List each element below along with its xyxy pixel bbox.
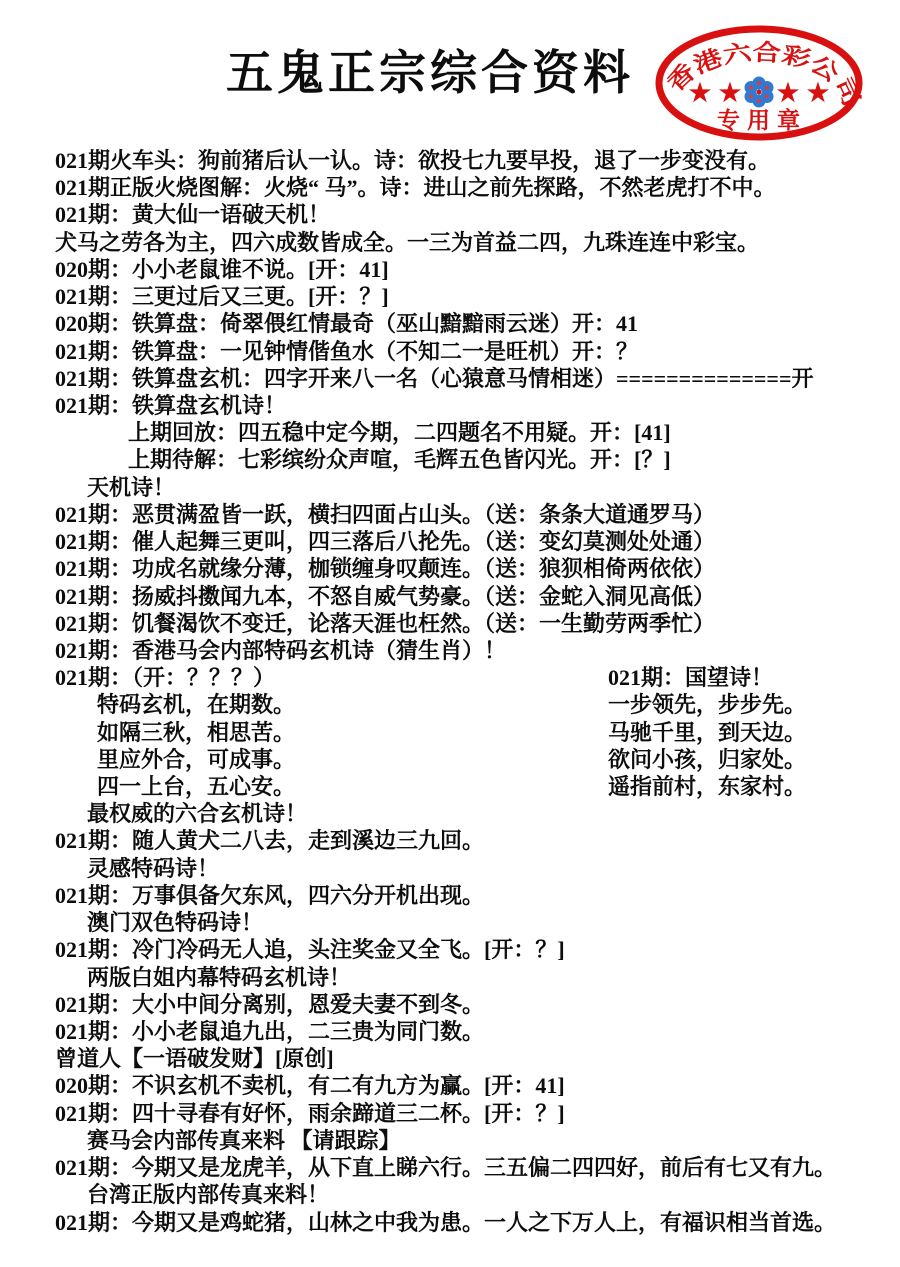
line-text: 020期：铁算盘：倚翠偎红情最奇（巫山黯黯雨云迷）开：41 [55,311,639,337]
text-line [55,936,900,963]
line-text: 021期：扬威抖擞闻九本，不怒自威气势豪。（送：金蛇入洞见高低） [55,583,716,609]
text-line [55,1209,900,1236]
text-line [55,909,900,936]
line-text: 四一上台，五心安。 [97,774,296,800]
text-line [55,1072,900,1099]
text-line [55,283,900,310]
text-line [55,338,900,365]
right-column-text: 一步领先，步步先。 [608,692,807,718]
text-line [55,1154,900,1181]
line-text: 021期火车头：狗前猪后认一认。诗：欲投七九要早投，退了一步变没有。 [55,148,771,173]
line-text: 021期：随人黄犬二八去，走到溪边三九回。 [55,828,485,854]
page-title: 五鬼正宗综合资料 [226,48,634,100]
line-text: 最权威的六合玄机诗！ [87,801,308,827]
right-column-text: 遥指前村，东家村。 [608,774,807,800]
line-text: 021期：香港马会内部特码玄机诗（猜生肖）！ [55,637,507,663]
line-text: 021期：铁算盘玄机诗！ [55,392,287,418]
line-text: 上期待解：七彩缤纷众声喧，毛辉五色皆闪光。开：[？] [128,447,671,473]
line-text: 021期：铁算盘玄机：四字开来八一名（心猿意马情相迷）==============开 [55,365,814,391]
text-line [55,964,900,991]
line-text: 021期：功成名就缘分薄，枷锁缠身叹颠连。（送：狼狈相倚两依依） [55,556,716,582]
line-text: 曾道人【一语破发财】[原创] [55,1046,334,1072]
text-line [55,1045,900,1072]
line-text: 里应外合，可成事。 [97,746,296,772]
text-line [55,229,900,256]
line-text: 021期：（开：？？？） [55,665,276,691]
text-line [55,991,900,1018]
line-text: 021期：铁算盘：一见钟情偕鱼水（不知二一是旺机）开：？ [55,338,639,364]
line-text: 021期：冷门冷码无人追，头注奖金又全飞。[开：？] [55,937,565,963]
line-text: 上期回放：四五稳中定今期，二四题名不用疑。开：[41] [128,420,671,446]
star-icon: ★ [806,80,830,107]
line-text: 台湾正版内部传真来料！ [87,1182,330,1208]
text-line [55,310,900,337]
text-line [55,800,900,827]
line-text: 021期：今期又是鸡蛇猪，山林之中我为患。一人之下万人上，有福识相当首选。 [55,1209,837,1235]
star-icon: ★ [718,80,742,107]
flower-icon [745,77,774,108]
text-line [55,501,900,528]
text-line [55,855,900,882]
line-text: 021期：黄大仙一语破天机！ [55,202,331,228]
text-line [55,392,900,419]
text-line [55,1018,900,1045]
text-line [55,827,900,854]
text-line [55,147,900,174]
text-line [55,1127,900,1154]
text-line [55,882,900,909]
text-line [55,691,900,718]
line-text: 021期：今期又是龙虎羊，从下直上睇六行。三五偏二四四好，前后有七又有九。 [55,1155,837,1181]
line-text: 天机诗！ [87,474,176,500]
text-line [55,446,900,473]
text-line [55,555,900,582]
text-line [55,664,900,691]
star-icon: ★ [688,80,712,107]
line-text: 021期：催人起舞三更叫，四三落后八抡先。（送：变幻莫测处处通） [55,529,716,555]
star-icon: ★ [776,80,800,107]
right-column-text: 马驰千里，到天边。 [608,719,807,745]
line-text: 赛马会内部传真来料 【请跟踪】 [87,1127,401,1153]
line-text: 如隔三秋，相思苦。 [97,719,296,745]
text-line [55,1100,900,1127]
line-text: 021期：大小中间分离别，恩爱夫妻不到冬。 [55,991,485,1017]
line-text: 021期：四十寻春有好怀，雨余蹄道三二杯。[开：？] [55,1100,565,1126]
text-line [55,719,900,746]
text-line [55,1181,900,1208]
document-body [55,147,900,1236]
line-text: 020期：不识玄机不卖机，有二有九方为赢。[开：41] [55,1073,565,1099]
line-text: 澳门双色特码诗！ [87,910,264,936]
stamp-arc-text: 香港六合彩公司 [662,39,863,106]
right-column-text: 021期：国望诗！ [608,665,774,691]
line-text: 021期正版火烧图解：火烧“ 马”。诗：进山之前先探路，不然老虎打不中。 [55,175,776,201]
line-text: 021期：三更过后又三更。[开：？] [55,284,389,310]
text-line [55,201,900,228]
stamp-bottom-text: 专用章 [717,108,807,133]
text-line [55,610,900,637]
line-text: 021期：饥餐渴饮不变迁，论落天涯也枉然。（送：一生勤劳两季忙） [55,610,716,636]
text-line [55,419,900,446]
text-line [55,174,900,201]
text-line [55,365,900,392]
line-text: 灵感特码诗！ [87,855,220,881]
text-line [55,637,900,664]
text-line [55,773,900,800]
line-text: 特码玄机，在期数。 [97,692,296,718]
text-line [55,528,900,555]
right-column-text: 欲问小孩，归家处。 [608,746,807,772]
text-line [55,746,900,773]
line-text: 021期：小小老鼠追九出，二三贵为同门数。 [55,1019,485,1044]
line-text: 020期：小小老鼠谁不说。[开：41] [55,256,389,282]
text-line [55,474,900,501]
line-text: 两版白姐内幕特码玄机诗！ [87,964,352,990]
line-text: 犬马之劳各为主，四六成数皆成全。一三为首益二四，九珠连连中彩宝。 [55,229,760,255]
text-line [55,256,900,283]
text-line [55,583,900,610]
line-text: 021期：万事俱备欠东风，四六分开机出现。 [55,882,485,908]
line-text: 021期：恶贯满盈皆一跃，横扫四面占山头。（送：条条大道通罗马） [55,501,716,527]
company-stamp [652,24,866,144]
